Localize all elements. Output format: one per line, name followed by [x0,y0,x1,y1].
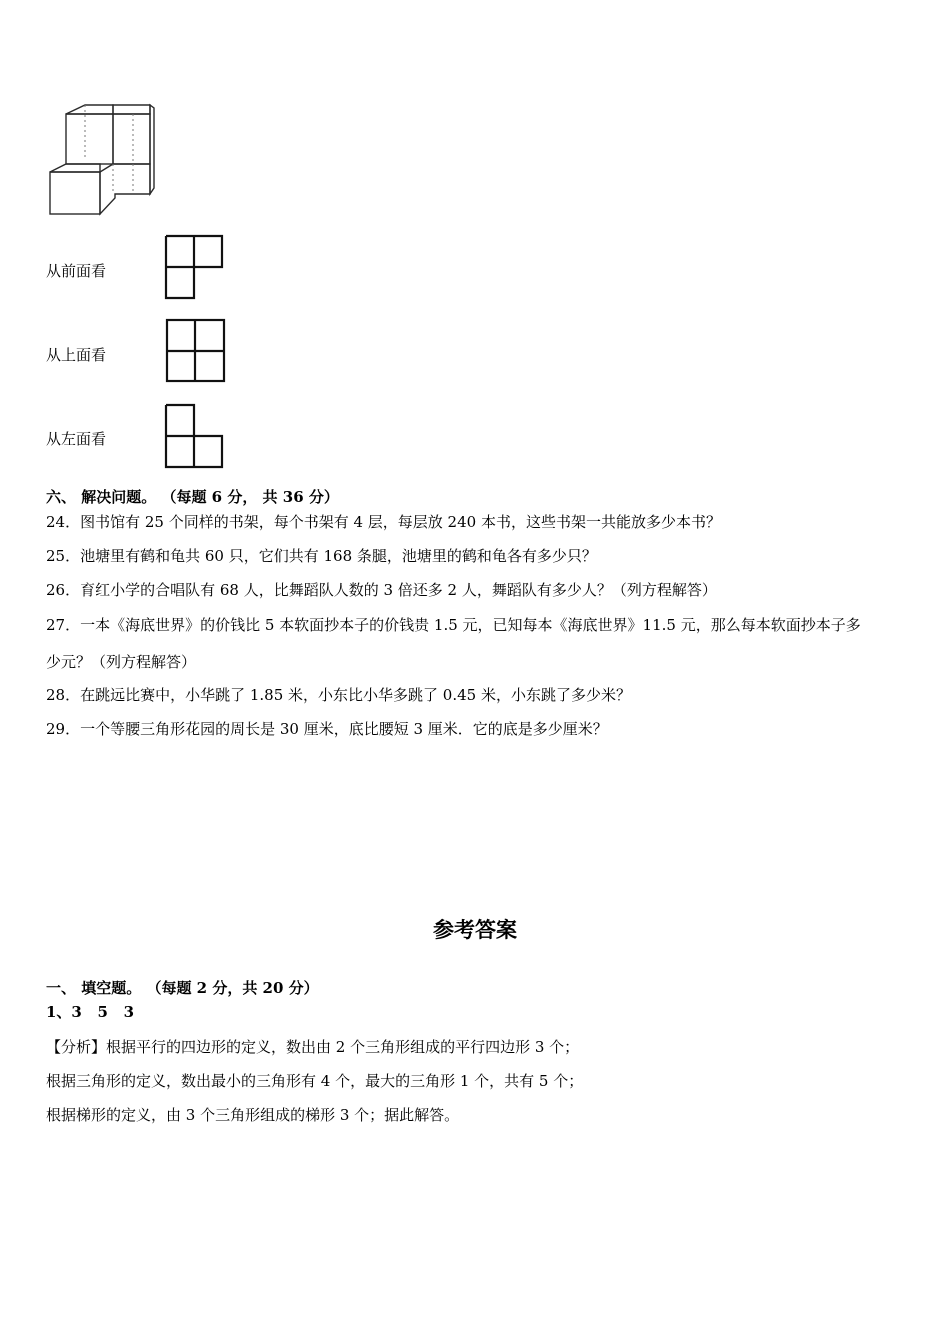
answer-1: 1、3 5 3 [46,1003,135,1021]
question-25: 25．池塘里有鹤和龟共 60 只，它们共有 168 条腿，池塘里的鹤和龟各有多少只？ [46,547,597,565]
view-label-top: 从上面看 [46,346,107,364]
analysis-line-2: 根据三角形的定义，数出最小的三角形有 4 个，最大的三角形 1 个，共有 5 个； [46,1072,584,1090]
question-26: 26．育红小学的合唱队有 68 人，比舞蹈队人数的 3 倍还多 2 人，舞蹈队有多少人？（列方程解答） [46,581,717,599]
view-label-front: 从前面看 [46,262,107,280]
question-24: 24．图书馆有 25 个同样的书架，每个书架有 4 层，每层放 240 本书，这些书架一共能放多少本书？ [46,513,721,531]
question-29: 29．一个等腰三角形花园的周长是 30 厘米，底比腰短 3 厘米．它的底是多少厘米？ [46,720,608,738]
cube-stack-figure [40,98,160,223]
analysis-line-1: 【分析】根据平行的四边形的定义，数出由 2 个三角形组成的平行四边形 3 个； [46,1038,580,1056]
front-view-grid [164,234,226,300]
analysis-line-3: 根据梯形的定义，由 3 个三角形组成的梯形 3 个；据此解答。 [46,1106,460,1124]
top-view-grid [165,318,227,384]
view-label-left: 从左面看 [46,430,107,448]
question-27: 27．一本《海底世界》的价钱比 5 本软面抄本子的价钱贵 1.5 元，已知每本《海底世界》11.5 元，那么每本软面抄本子多 [46,616,861,634]
section6-heading: 六、 解决问题。 （每题 6 分， 共 36 分） [46,488,339,506]
answers-section1-heading: 一、 填空题。 （每题 2 分，共 20 分） [46,979,319,997]
question-28: 28．在跳远比赛中，小华跳了 1.85 米，小东比小华多跳了 0.45 米，小东跳了多少米？ [46,686,631,704]
left-view-grid [164,403,226,469]
question-27-cont: 少元？（列方程解答） [46,653,197,671]
answers-title: 参考答案 [433,917,517,942]
